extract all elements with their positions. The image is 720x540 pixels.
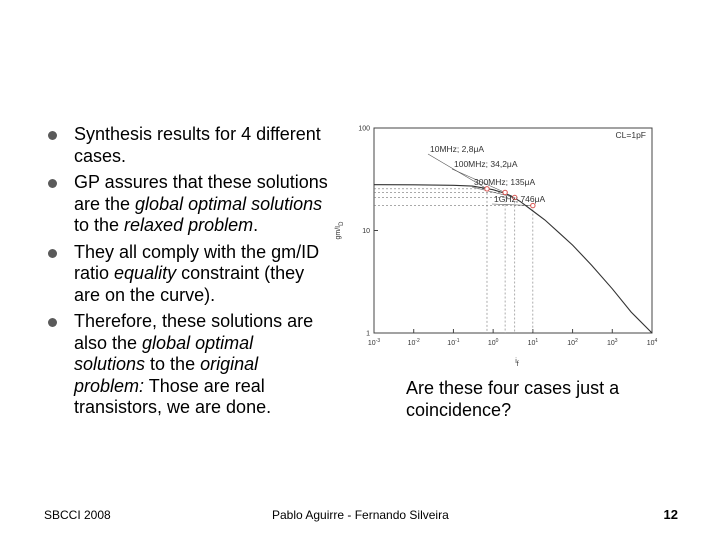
point-label: 300MHz; 135μA (474, 177, 536, 187)
curve-layer (374, 185, 652, 333)
plain-text: Synthesis results for 4 different cases. (74, 124, 321, 166)
x-tick-label (607, 338, 618, 347)
page-number: 12 (663, 507, 678, 522)
design-point (531, 203, 535, 207)
plain-text: They all comply with the gm/ID ratio (74, 241, 320, 283)
point-label: 100MHz; 34,2μA (454, 159, 518, 169)
bullet-item (48, 311, 328, 419)
tick-base: 10 (567, 340, 576, 347)
point-label: 10MHz; 2,8μA (430, 144, 485, 154)
bullet-text (74, 311, 313, 417)
tick-exponent: 2 (575, 338, 578, 344)
emphasis-text: relaxed problem (124, 215, 254, 235)
plain-text: Those are real transistors, we are done. (74, 375, 272, 417)
corner-label: CL=1pF (615, 130, 646, 140)
tick-base: 10 (606, 340, 615, 347)
bullet-list (48, 124, 328, 424)
tick-base: 10 (487, 340, 496, 347)
plain-text: GP assures that these solutions are the (74, 172, 328, 214)
tick-base: 10 (527, 340, 536, 347)
x-tick-label (408, 338, 420, 347)
x-tick-label (488, 338, 499, 347)
x-tick-label (368, 338, 380, 347)
bullet-dot-icon (48, 131, 57, 140)
x-tick-label (447, 338, 459, 347)
emphasis-text: global optimal solutions (135, 193, 323, 214)
tick-base: 10 (367, 340, 376, 347)
axis-symbol: gm/I (335, 225, 342, 240)
tick-exponent: 0 (495, 338, 499, 344)
bullet-item (48, 242, 328, 307)
plain-text: to the (74, 215, 125, 235)
design-point (485, 187, 489, 191)
plain-text: constraint (they are on the curve). (74, 263, 305, 305)
tick-exponent: 3 (614, 338, 618, 344)
tick-exponent: -1 (455, 338, 460, 344)
axis-symbol: i (515, 358, 517, 365)
bullet-dot-icon (48, 179, 57, 188)
tick-exponent: 4 (654, 338, 658, 344)
bullet-text (74, 124, 321, 166)
bullet-dot-icon (48, 249, 57, 258)
x-axis-label (515, 358, 519, 368)
axis-subscript: f (516, 361, 519, 368)
y-tick-label: 100 (358, 125, 370, 133)
x-tick-label (567, 338, 578, 347)
point-label: 1GHz; 746μA (494, 194, 546, 204)
bullet-dot-icon (48, 318, 57, 327)
question-text: Are these four cases just a coincidence? (406, 378, 620, 420)
plain-text: . (253, 215, 259, 235)
labels-layer (430, 144, 546, 204)
emphasis-text: original problem: (74, 354, 259, 396)
gm-id-curve (374, 185, 652, 333)
tick-exponent: -2 (415, 338, 420, 344)
x-tick-label (647, 338, 658, 347)
x-tick-label (528, 338, 539, 347)
tick-base: 10 (447, 340, 456, 347)
footer-conference: SBCCI 2008 (44, 508, 111, 522)
bullet-item (48, 172, 328, 237)
tick-base: 10 (407, 340, 416, 347)
bullet-text (74, 242, 319, 305)
tick-base: 10 (646, 340, 655, 347)
axis-subscript: D (339, 221, 345, 226)
tick-exponent: -3 (375, 338, 381, 344)
emphasis-text: equality (114, 263, 177, 283)
emphasis-text: global optimal solutions (74, 332, 254, 374)
plain-text: Therefore, these solutions are also the (74, 311, 314, 353)
y-axis-label (335, 221, 345, 240)
tick-exponent: 1 (535, 338, 539, 344)
y-tick-label: 10 (362, 228, 370, 235)
plain-text: to the (145, 354, 201, 374)
y-tick-label: 1 (366, 330, 370, 338)
bullet-item (48, 124, 328, 167)
gm-id-chart (322, 112, 662, 374)
footer-authors: Pablo Aguirre - Fernando Silveira (272, 508, 449, 522)
bullet-text (74, 172, 328, 235)
